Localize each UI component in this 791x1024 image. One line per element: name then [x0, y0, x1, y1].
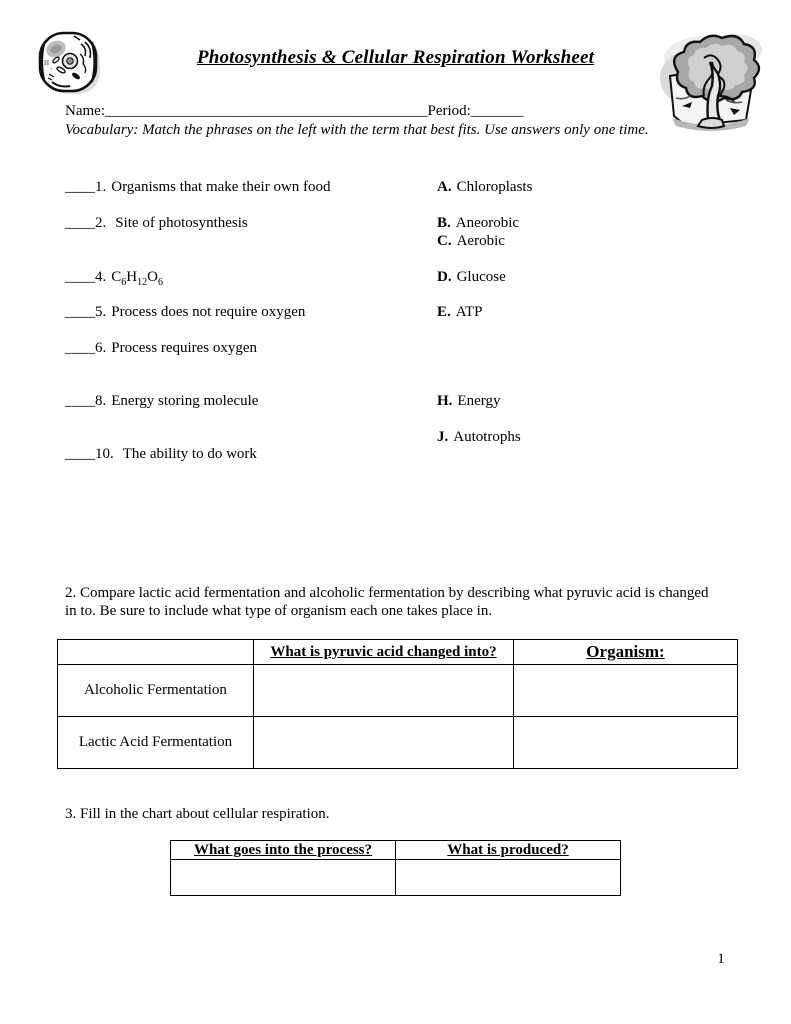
header-goes-into: What goes into the process?	[171, 841, 396, 860]
term-letter: H.	[437, 393, 453, 409]
match-item-1	[65, 178, 331, 196]
term-letter: D.	[437, 269, 452, 285]
term-text: Autotrophs	[453, 429, 521, 445]
answer-blank[interactable]: ____	[65, 304, 95, 320]
answer-blank[interactable]: ____	[65, 215, 95, 231]
item-text: Process does not require oxygen	[111, 304, 306, 320]
match-item-4	[65, 268, 163, 292]
svg-text:₂: ₂	[50, 65, 53, 71]
answer-cell-goes-into[interactable]	[171, 860, 396, 896]
term-text: Chloroplasts	[456, 179, 533, 195]
tree-icon	[656, 28, 766, 132]
vocabulary-instructions: Vocabulary: Match the phrases on the left with the term that best fits. Use answers only one time.	[65, 122, 649, 138]
term-text: Aerobic	[456, 233, 505, 249]
term-text: Glucose	[456, 269, 506, 285]
table-header-row	[58, 640, 738, 665]
match-term-d	[437, 268, 506, 286]
item-number: 5.	[95, 304, 107, 320]
table-row-lactic	[58, 717, 738, 769]
term-letter: E.	[437, 304, 451, 320]
item-text: The ability to do work	[122, 446, 257, 462]
match-item-8	[65, 392, 258, 410]
row-label-alcoholic: Alcoholic Fermentation	[58, 665, 254, 717]
header-empty-cell	[58, 640, 254, 665]
period-label: Period:	[427, 103, 471, 119]
term-letter: C.	[437, 233, 452, 249]
match-item-6	[65, 339, 257, 357]
term-letter: J.	[437, 429, 449, 445]
page-number: 1	[717, 951, 725, 967]
answer-blank[interactable]: ____	[65, 340, 95, 356]
question-2-prompt: 2. Compare lactic acid fermentation and alcoholic fermentation by describing what pyruvic acid is changed in to. Be sure to include what type of organism each one takes place in.	[65, 585, 709, 619]
header-pyruvic-acid: What is pyruvic acid changed into?	[254, 640, 514, 665]
term-text: ATP	[455, 304, 483, 320]
item-number: 8.	[95, 393, 107, 409]
match-item-5	[65, 303, 305, 321]
name-label: Name:	[65, 103, 105, 119]
item-text: Process requires oxygen	[111, 340, 258, 356]
answer-cell-alcoholic-changed[interactable]	[254, 665, 514, 717]
match-term-h	[437, 392, 500, 410]
item-number: 10.	[95, 446, 114, 462]
term-text: Energy	[457, 393, 501, 409]
match-item-2	[65, 214, 248, 232]
name-blank[interactable]: ___________________________________________	[104, 103, 428, 119]
match-term-c	[437, 232, 505, 250]
answer-cell-alcoholic-organism[interactable]	[514, 665, 738, 717]
table-row-alcoholic	[58, 665, 738, 717]
period-blank[interactable]: _______	[470, 103, 524, 119]
answer-blank[interactable]: ____	[65, 393, 95, 409]
item-text: Organisms that make their own food	[111, 179, 331, 195]
svg-text:H: H	[44, 59, 50, 67]
answer-cell-lactic-organism[interactable]	[514, 717, 738, 769]
chemical-formula: $C_6H_{12}O_6$	[111, 269, 163, 288]
table-header-row	[171, 841, 621, 860]
match-term-j	[437, 428, 521, 446]
item-number: 4.	[95, 269, 107, 285]
term-text: Aneorobic	[455, 215, 520, 231]
match-term-a	[437, 178, 532, 196]
answer-cell-produced[interactable]	[396, 860, 621, 896]
item-number: 1.	[95, 179, 107, 195]
answer-blank[interactable]: ____	[65, 446, 95, 462]
page-title: Photosynthesis & Cellular Respiration Worksheet	[196, 47, 595, 68]
cellular-respiration-table	[170, 840, 621, 896]
header-produced: What is produced?	[396, 841, 621, 860]
row-label-lactic: Lactic Acid Fermentation	[58, 717, 254, 769]
match-item-10	[65, 445, 257, 463]
fermentation-table	[57, 639, 738, 769]
term-letter: B.	[437, 215, 451, 231]
tree-clipart-icon	[656, 28, 766, 132]
table-answer-row	[171, 860, 621, 896]
matching-section	[65, 178, 745, 478]
item-number: 2.	[95, 215, 107, 231]
item-text: Energy storing molecule	[111, 393, 259, 409]
answer-blank[interactable]: ____	[65, 179, 95, 195]
term-letter: A.	[437, 179, 452, 195]
item-text: Site of photosynthesis	[115, 215, 248, 231]
name-period-line	[65, 102, 523, 120]
answer-cell-lactic-changed[interactable]	[254, 717, 514, 769]
match-term-e	[437, 303, 482, 321]
question-3-prompt: 3. Fill in the chart about cellular respiration.	[65, 806, 330, 822]
header-organism: Organism:	[514, 640, 738, 665]
answer-blank[interactable]: ____	[65, 269, 95, 285]
match-term-b	[437, 214, 519, 232]
item-number: 6.	[95, 340, 107, 356]
